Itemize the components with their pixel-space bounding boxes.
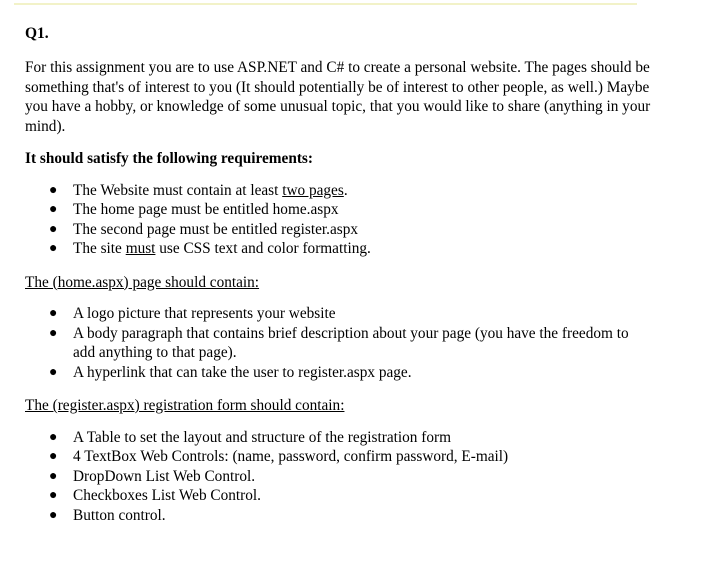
bullet-icon: ● [49,364,58,380]
register-item-text: A Table to set the layout and structure of the registration form [73,428,451,446]
requirement-text-after: . [343,181,348,199]
requirements-heading: It should satisfy the following requirements: [25,150,313,167]
bullet-icon: ● [49,488,58,503]
home-requirements-list [25,304,685,382]
requirement-text: The site [73,240,126,257]
bullet-icon: ● [49,182,58,198]
requirements-list [25,181,685,259]
list-item [25,506,643,526]
question-label: Q1. [25,25,49,42]
list-item [25,304,643,324]
register-item-text: Checkboxes List Web Control. [73,487,261,504]
list-item [25,181,643,201]
bullet-icon: ● [49,429,58,445]
bullet-icon: ● [49,241,58,256]
requirement-text: The second page must be entitled register.aspx [73,220,359,238]
bullet-icon: ● [49,325,58,341]
requirement-underlined: two pages [282,181,344,199]
bullet-icon: ● [49,468,58,484]
list-item [25,428,643,448]
bullet-icon: ● [49,449,58,464]
list-item [25,324,643,363]
home-item-text: A logo picture that represents your website [73,305,336,322]
bullet-icon: ● [49,221,58,237]
list-item [25,220,643,240]
bullet-icon: ● [49,507,58,523]
home-page-heading: The (home.aspx) page should contain: [25,273,260,291]
list-item [25,447,643,467]
home-item-text: A hyperlink that can take the user to register.aspx page. [73,363,412,381]
requirement-text: The home page must be entitled home.aspx [73,201,339,218]
register-page-heading: The (register.aspx) registration form should contain: [25,397,345,414]
document-body [25,24,685,525]
home-item-text: A body paragraph that contains brief description about your page (you have the freedom to add anything to that page). [73,324,629,361]
list-item [25,200,643,220]
list-item [25,467,643,487]
requirement-text-after: use CSS text and color formatting. [155,240,371,257]
bullet-icon: ● [49,306,58,321]
top-rule [14,3,637,5]
list-item [25,239,643,259]
requirement-text: The Website must contain at least [73,181,283,199]
intro-paragraph: For this assignment you are to use ASP.NET and C# to create a personal website. The pages should be something that's of interest to you (It should potentially be of interest to other people, as well.) Maybe you have a hobby, or knowledge of some unusual topic, that you would like to share (anything in your mind). [25,59,651,135]
list-item [25,486,643,506]
list-item [25,363,643,383]
bullet-icon: ● [49,202,58,217]
register-requirements-list [25,428,685,526]
register-item-text: DropDown List Web Control. [73,467,256,485]
register-item-text: 4 TextBox Web Controls: (name, password, confirm password, E-mail) [73,448,509,465]
register-item-text: Button control. [73,506,166,524]
requirement-underlined: must [125,240,156,257]
